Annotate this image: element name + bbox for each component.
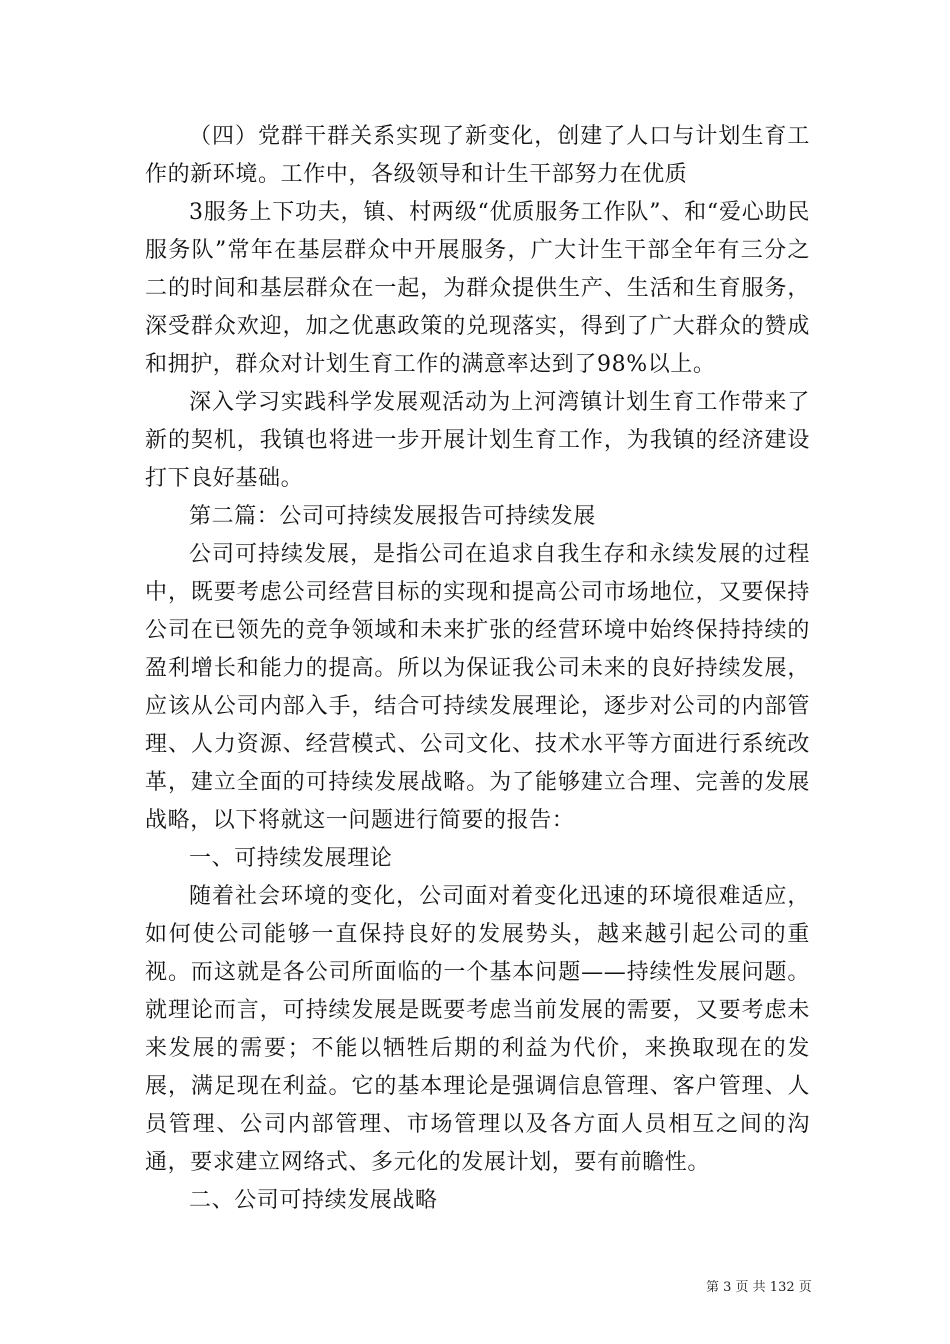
paragraph-development-outlook: 深入学习实践科学发展观活动为上河湾镇计划生育工作带来了新的契机，我镇也将进一步开展计划生育工作，为我镇的经济建设打下良好基础。	[145, 390, 810, 491]
paragraph-theory-detail: 随着社会环境的变化，公司面对着变化迅速的环境很难适应，如何使公司能够一直保持良好的发展势头，越来越引起公司的重视。而这就是各公司所面临的一个基本问题——持续性发展问题。就理论而言，可持续发展是既要考虑当前发展的需要，又要考虑未来发展的需要；不能以牺牲后期的利益为代价，来换取现在的发展，满足现在利益。它的基本理论是强调信息管理、客户管理、人员管理、公司内部管理、市场管理以及各方面人员相互之间的沟通，要求建立网络式、多元化的发展计划，要有前瞻性。	[145, 884, 810, 1175]
section-title-chapter-two: 第二篇：公司可持续发展报告可持续发展	[189, 504, 596, 529]
page-number-footer: 第 3 页 共 132 页	[706, 1280, 812, 1295]
paragraph-quality-service: 3服务上下功夫，镇、村两级“优质服务工作队”、和“爱心助民服务队”常年在基层群众中开展服务，广大计生干部全年有三分之二的时间和基层群众在一起，为群众提供生产、生活和生育服务，深受群众欢迎，加之优惠政策的兑现落实，得到了广大群众的赞成和拥护，群众对计划生育工作的满意率达到了98%以上。	[145, 200, 810, 377]
heading-sustainability-strategy: 二、公司可持续发展战略	[189, 1188, 438, 1213]
document-page	[145, 118, 810, 1220]
heading-sustainability-theory: 一、可持续发展理论	[189, 846, 393, 871]
paragraph-company-sustainability: 公司可持续发展，是指公司在追求自我生存和永续发展的过程中，既要考虑公司经营目标的实现和提高公司市场地位，又要保持公司在已领先的竞争领域和未来扩张的经营环境中始终保持持续的盈利增长和能力的提高。所以为保证我公司未来的良好持续发展，应该从公司内部入手，结合可持续发展理论，逐步对公司的内部管理、人力资源、经营模式、公司文化、技术水平等方面进行系统改革，建立全面的可持续发展战略。为了能够建立合理、完善的发展战略，以下将就这一问题进行简要的报告：	[145, 542, 810, 833]
paragraph-party-relations: （四）党群干群关系实现了新变化，创建了人口与计划生育工作的新环境。工作中，各级领导和计生干部努力在优质	[145, 124, 810, 187]
